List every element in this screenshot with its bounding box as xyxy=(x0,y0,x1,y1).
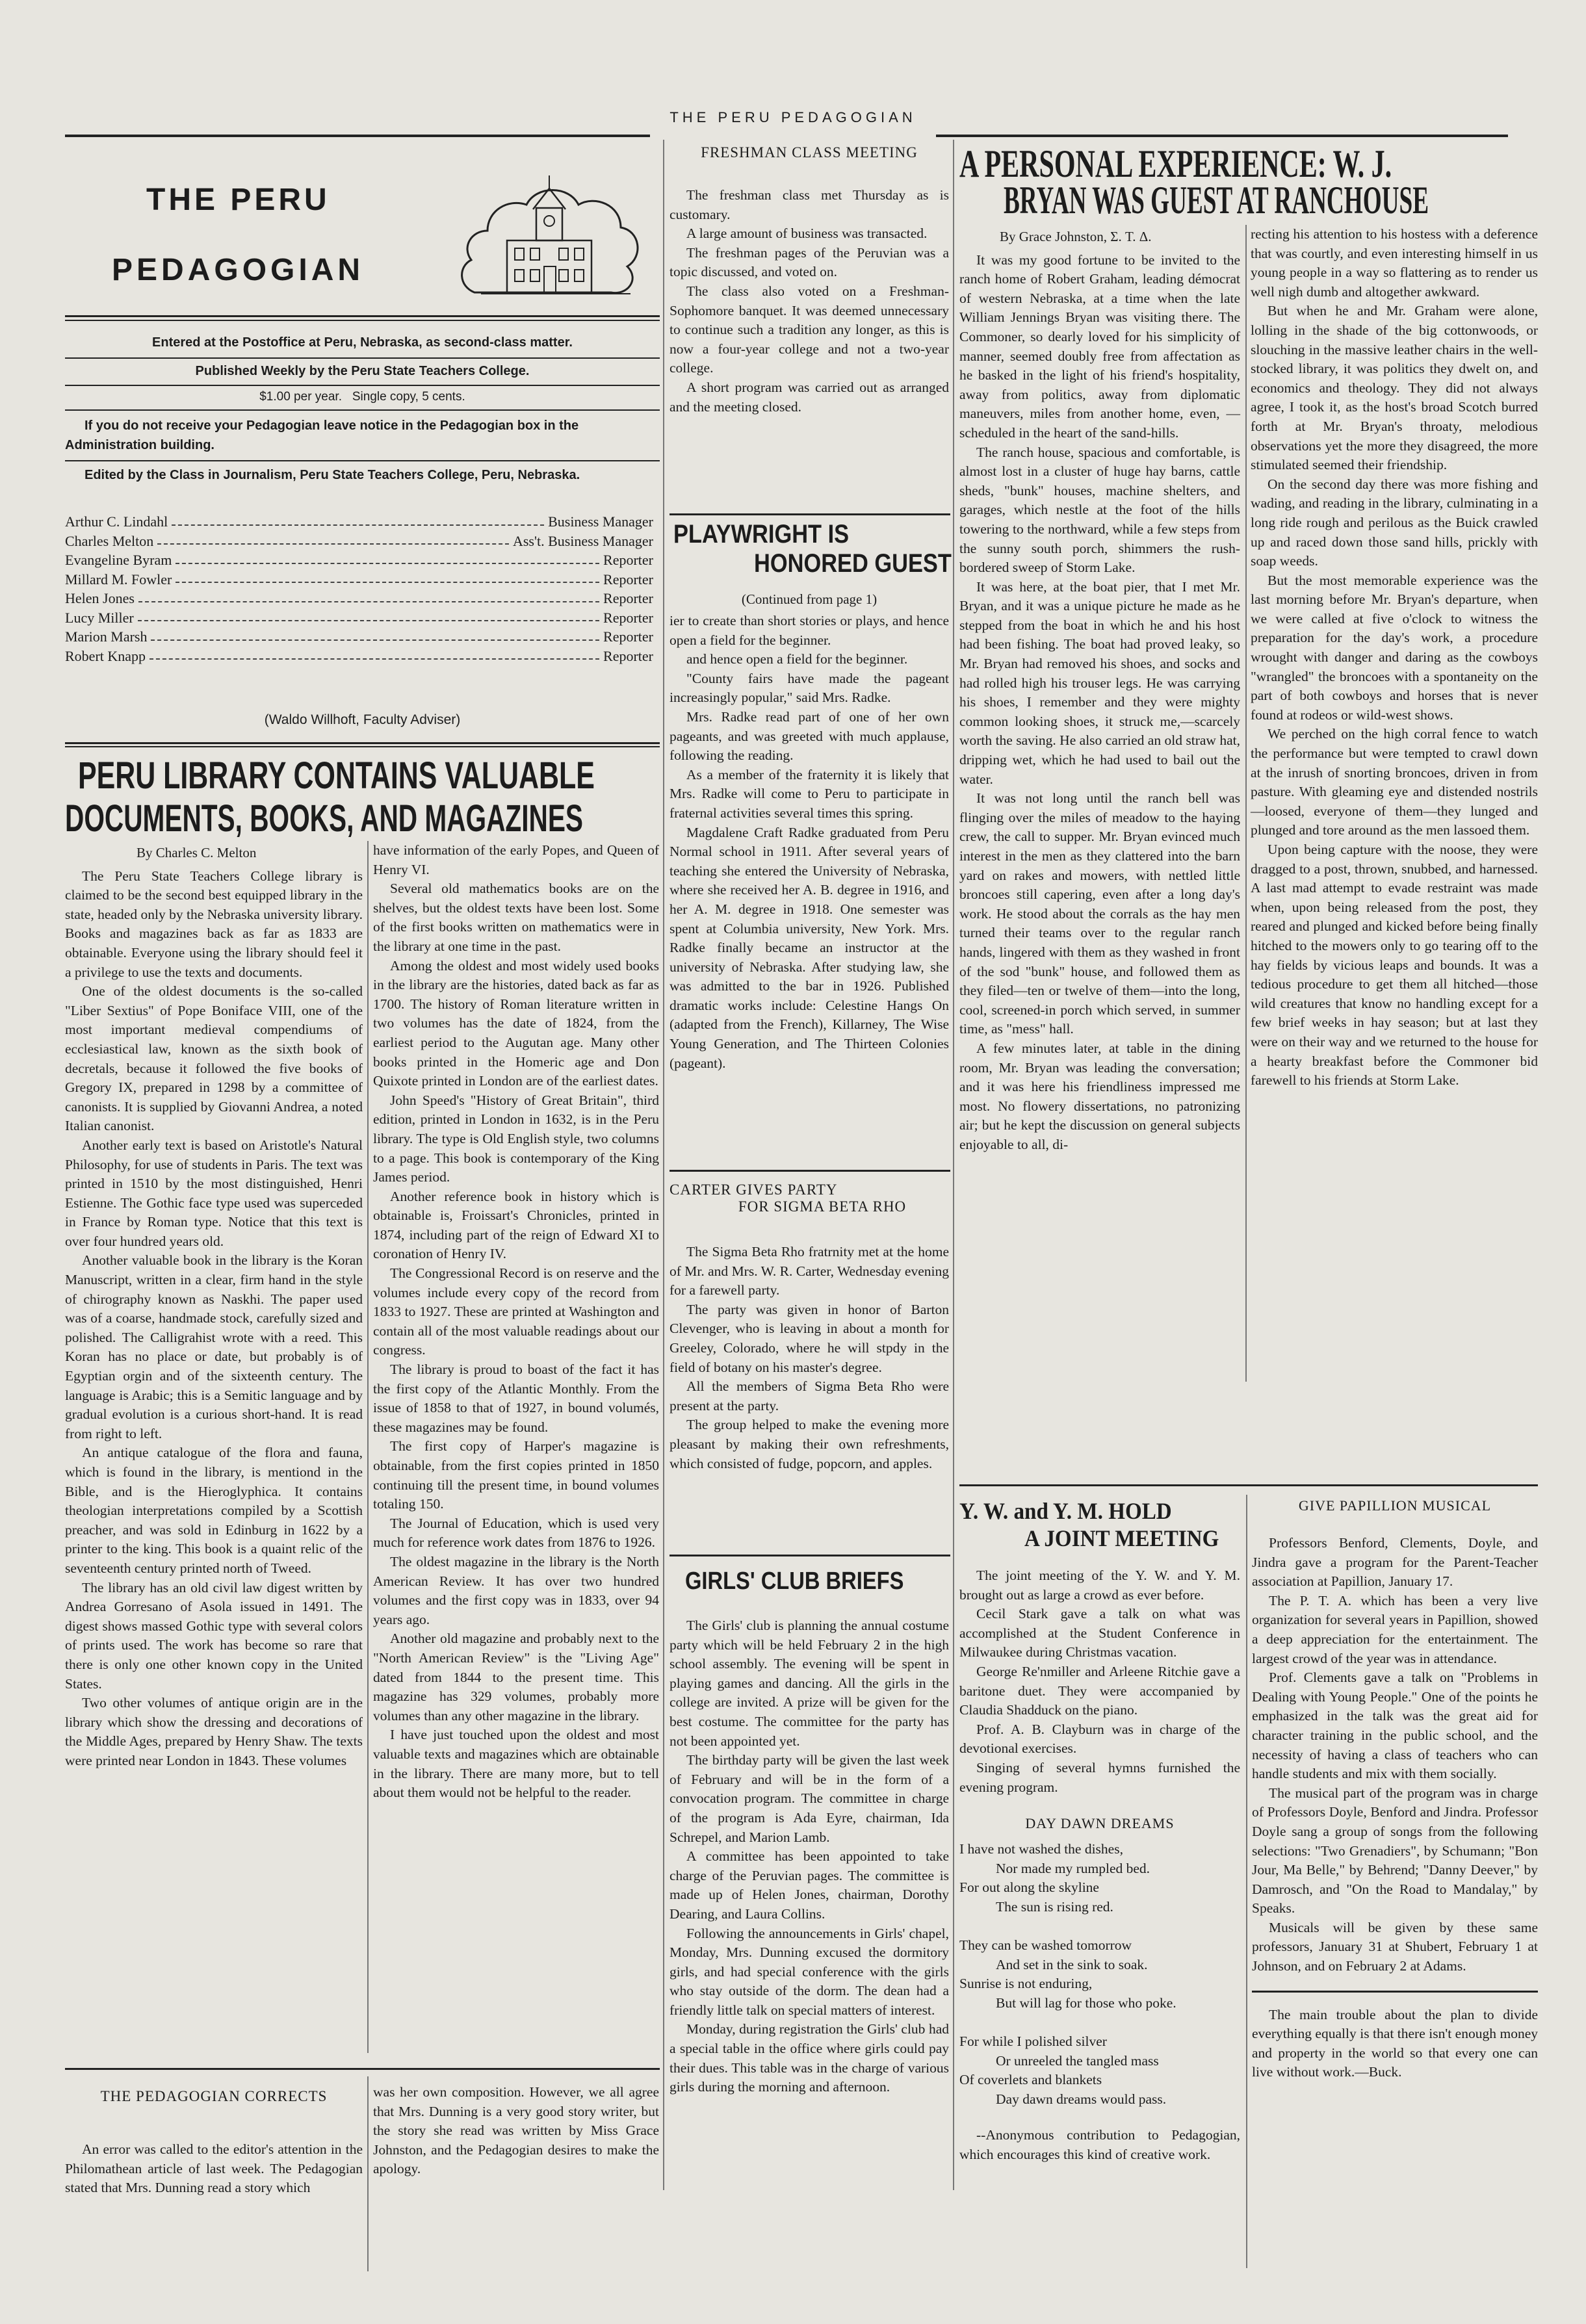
library-paragraph: The oldest magazine in the library is the North American Review. It has over two hundred volumes and the first copy was in 1833, over 94 years ago. xyxy=(373,1553,659,1627)
carter-headline-1: CARTER GIVES PARTY xyxy=(670,1181,838,1198)
yw-ym-headline-2: A JOINT MEETING xyxy=(1024,1525,1219,1551)
freshman-paragraph: A large amount of business was transacted. xyxy=(686,226,928,242)
library-paragraph: Another reference book in history which is obtainable is, Froissart's Chronicles, printed in 1874, including part of the reign of Edward XI to coronation of Henry IV. xyxy=(373,1188,659,1262)
masthead-bottom-rule xyxy=(65,742,660,744)
bryan-paragraph: It was my good fortune to be invited to the ranch home of Robert Graham, leading démocrat of western Nebraska, at a time when the late William Jennings Bryan was visiting there. The Commoner, so dearly loved for his simplicity of manner, seemed doubly free from affectation as he basked in the light of his friend's hospitality, away from politics, away from diplomatic maneuvers, miles from another home, even, —scheduled in the heart of the sand-hills. xyxy=(959,252,1240,441)
poem-line: But will lag for those who poke. xyxy=(996,1995,1176,2011)
library-paragraph: The first copy of Harper's magazine is obtainable, from the first copies printed in 1850 continuing till the present time, in bound volumes totaling 150. xyxy=(373,1438,659,1512)
poem-line: Or unreeled the tangled mass xyxy=(996,2052,1159,2069)
filler-quote: The main trouble about the plan to divide everything equally is that there isn't enough money and property in the world so that every one can live without work.—Buck. xyxy=(1252,2006,1538,2080)
column-divider-right xyxy=(953,140,954,2190)
bryan-paragraph: But the most memorable experience was the last morning before Mr. Bryan's departure, when we were called at five o'clock to witness the preparation for the day's work, a procedure wrought with danger and daring as the cowboys "wrangled" the broncoes with a spontaneity on the part of both cowboys and horses that is never found at rodeos or wild-west shows. xyxy=(1251,572,1538,723)
bryan-paragraph: It was here, at the boat pier, that I met Mr. Bryan, and it was a unique picture he made as he stepped from the boat in which he and his host had been fishing. The boat had proved leaky, so Mr. Bryan had removed his shoes, and socks and had rolled high his trouser legs. He was carrying his shoes, I remember and they were mighty common looking shoes, it struck me,—scarcely worth the saving. He also carried an old straw hat, dripping wet, which he had used to bail out the water. xyxy=(959,578,1240,787)
top-rule-right xyxy=(936,135,1508,137)
library-paragraph: Several old mathematics books are on the shelves, but the oldest texts have been lost. Some of the first books written on mathematics were in the library at one time in the past. xyxy=(373,881,659,954)
bryan-column-divider xyxy=(1245,225,1247,1382)
masthead-rule-4 xyxy=(65,385,660,386)
yw-ym-paragraph: Prof. A. B. Clayburn was in charge of the devotional exercises. xyxy=(959,1721,1240,1757)
leader-dots xyxy=(176,550,599,564)
papillion-paragraph: Musicals will be given by these same professors, January 31 at Shubert, February 1 at Johnson, and on February 2 at Adams. xyxy=(1252,1919,1538,1974)
filler-block xyxy=(1252,2006,1538,2082)
playwright-headline-1: PLAYWRIGHT IS xyxy=(673,520,850,549)
papillion-paragraph: The P. T. A. which has been a very live organization for several years in Papillion, showed a deep appreciation for the entertainment. The largest crowd of the year was in attendance. xyxy=(1252,1592,1538,1666)
library-paragraph: Another old magazine and probably next to the "North American Review" is the "Living Age" dated from 1844 to the present time. This magazine has 329 volumes, probably more volumes than any other magazine in the library. xyxy=(373,1631,659,1724)
girls-club-paragraph: Following the announcements in Girls' chapel, Monday, Mrs. Dunning excused the dormitory girls, and had special conference with the girls who stay outside of the dorm. The dean had a friendly little talk on special matters of interest. xyxy=(670,1925,949,2018)
bryan-byline: By Grace Johnston, Σ. T. Δ. xyxy=(1000,229,1152,244)
running-head: THE PERU PEDAGOGIAN xyxy=(670,109,916,125)
bryan-column-1 xyxy=(959,225,1240,1155)
masthead-bottom-rule-2 xyxy=(65,746,660,747)
library-paragraph: The library has an old civil law digest written by Andrea Gorresano of Asola issued in 1491. The digest shows massed Gothic type with several colors of prints used. The work has become so rare that there is only one other known copy in the United States. xyxy=(65,1579,363,1692)
leader-dots xyxy=(138,589,599,602)
delivery-notice: If you do not receive your Pedagogian leave notice in the Pedagogian box in the Administration building. xyxy=(65,419,579,452)
freshman-paragraph: The freshman pages of the Peruvian was a topic discussed, and voted on. xyxy=(670,244,949,280)
staff-row xyxy=(65,647,653,666)
playwright-continued: (Continued from page 1) xyxy=(741,591,878,607)
corrects-column-1 xyxy=(65,2140,363,2198)
bryan-paragraph: It was not long until the ranch bell was flinging over the miles of meadow to the haying crew, the call to supper. Mr. Bryan evinced much interest in the men as they clattered into the barn yard on rakes and mowers, with nettled little broncoes still capering, even after a long day's work. He stood about the corrals as the hay men turned their teams over to the regular ranch hands, lingered with them as they washed in front of the sod "bunk" house, and followed them as they filed—ten or twelve of them—into the long, cool, screened-in porch which served, in summer time, as "mess" hall. xyxy=(959,790,1240,1037)
library-column-divider xyxy=(367,841,369,2053)
freshman-article xyxy=(670,144,949,417)
library-paragraph: have information of the early Popes, and Queen of Henry VI. xyxy=(373,842,659,877)
girls-club-article xyxy=(670,1568,949,2097)
playwright-body xyxy=(670,612,949,1073)
carter-bottom-rule xyxy=(670,1555,950,1556)
yw-ym-body xyxy=(959,1566,1240,1797)
library-paragraph: The Congressional Record is on reserve and the volumes include every copy of the record from 1833 to 1927. These are printed at Washington and contain all of the most valuable readings about our congress. xyxy=(373,1265,659,1358)
leader-dots xyxy=(150,647,599,660)
poem-line: Day dawn dreams would pass. xyxy=(996,2091,1167,2107)
corrects-headline: THE PEDAGOGIAN CORRECTS xyxy=(100,2088,328,2104)
playwright-paragraph: Magdalene Craft Radke graduated from Peru Normal school in 1911. After several years of teaching she entered the University of Nebraska, where she received her A. B. degree in 1916, and her A. M. degree in 1918. One semester was spent at Columbia university, New York. Mrs. Radke finally became an instructor at the university of Nebraska. After studying law, she was admitted to the bar in 1926. Published dramatic works include: Celestine Hangs On (adapted from the French), Killarney, The Wise Young Generation, and The Thirteen Colonies (pageant). xyxy=(670,824,949,1071)
staff-role: Business Manager xyxy=(548,513,653,530)
masthead-rule-1 xyxy=(65,315,660,317)
poem-line: For while I polished silver xyxy=(959,2034,1107,2050)
corrects-paragraph-2: was her own composition. However, we all agree that Mrs. Dunning is a very good story writer, but the story she read was written by Miss Grace Johnston, and the Pedagogian desires to make the apology. xyxy=(373,2084,659,2177)
library-paragraph: An antique catalogue of the flora and fauna, which is found in the library, is mentiond in the Bible, and is the Hieroglyphica. It contains theologian interpretations compiled by a Scottish preacher, and was sold in Edinburg in 1622 by a printer to the king. This book is a quaint relic of the seventeenth century printed north of Tweed. xyxy=(65,1445,363,1576)
library-byline: By Charles C. Melton xyxy=(136,845,257,860)
bryan-paragraph: The ranch house, spacious and comfortable, is almost lost in a cluster of huge hay barns, cattle sheds, "bunk" houses, machine shelters, and garages, which nestle at the foot of the hills towering to the northward, while a few steps from the sunny south porch, shimmers the rush-bordered sweep of Storm Lake. xyxy=(959,444,1240,576)
masthead xyxy=(65,143,660,734)
staff-row xyxy=(65,627,653,647)
poem-line: They can be washed tomorrow xyxy=(959,1937,1132,1954)
poem-credit-block xyxy=(959,2126,1240,2164)
poem-line: And set in the sink to soak. xyxy=(996,1956,1148,1972)
papillion-headline: GIVE PAPILLION MUSICAL xyxy=(1298,1497,1492,1514)
bryan-paragraph: recting his attention to his hostess with a deference that was courtly, and even interesting himself in us young people in a way so flattering as to render us well nigh dumb and altogether awkward. xyxy=(1251,226,1538,300)
playwright-paragraph: ier to create than short stories or plays, and hence open a field for the beginner. xyxy=(670,613,949,648)
yw-ym-paragraph: Singing of several hymns furnished the evening program. xyxy=(959,1759,1240,1795)
staff-name: Arthur C. Lindahl xyxy=(65,513,168,530)
playwright-paragraph: Mrs. Radke read part of one of her own pageants, and was greeted with much applause, following the reading. xyxy=(670,708,949,764)
carter-article xyxy=(670,1181,949,1473)
carter-paragraph: All the members of Sigma Beta Rho were present at the party. xyxy=(670,1378,949,1414)
library-paragraph: One of the oldest documents is the so-called "Liber Sextius" of Pope Boniface VIII, one of the most important medieval compendiums of ecclesiastical law, known as the sixth book of decretals, because it followed the five books of Gregory IX, prepared in 1298 by a committee of canonists. It is supplied by Giovanni Andrea, a noted Italian canonist. xyxy=(65,983,363,1134)
poem-line: Nor made my rumpled bed. xyxy=(996,1860,1150,1876)
library-paragraph: Among the oldest and most widely used books in the library are the histories, dated back as far as 1700. The history of Roman literature written in two volumes has the date of 1824, from the earliest period to the Augutan age. Many other books printed in the Homeric age and Don Quixote printed in London are of the earliest dates. xyxy=(373,957,659,1089)
library-headline-1: PERU LIBRARY CONTAINS VALUABLE xyxy=(78,755,595,797)
poem-line: Sunrise is not enduring, xyxy=(959,1976,1093,1992)
carter-paragraph: The party was given in honor of Barton Clevenger, who is leaving in about a month for Greeley, Colorado, where he will stpdy in the field of botany on his master's degree. xyxy=(670,1301,949,1375)
staff-name: Millard M. Fowler xyxy=(65,571,172,587)
papillion-body xyxy=(1252,1534,1538,1976)
staff-role: Reporter xyxy=(603,628,653,645)
staff-name: Evangeline Byram xyxy=(65,552,172,568)
bryan-paragraph: We perched on the high corral fence to watch the performance but were tempted to crawl down at the inrush of snorting broncoes, driven in from pasture. With gleaming eye and distended nostrils—loosed, everyone of them—they lunged and plunged and tore around as the men lassoed them. xyxy=(1251,726,1538,838)
library-paragraph: I have just touched upon the oldest and most valuable texts and magazines which are obtainable in the library. There are many more, but to tell about them would not be helpful to the reader. xyxy=(373,1727,659,1801)
yw-ym-paragraph: Cecil Stark gave a talk on what was accomplished at the Student Conference in Milwaukee during Christmas vacation. xyxy=(959,1606,1240,1660)
corrects-column-2 xyxy=(373,2083,659,2179)
freshman-body xyxy=(670,186,949,417)
staff-role: Reporter xyxy=(603,609,653,626)
leader-dots xyxy=(151,627,599,641)
staff-list xyxy=(65,512,653,665)
staff-role: Reporter xyxy=(603,590,653,606)
poem-title: DAY DAWN DREAMS xyxy=(1025,1815,1175,1832)
staff-row xyxy=(65,550,653,570)
papillion-paragraph: Professors Benford, Clements, Doyle, and Jindra gave a program for the Parent-Teacher association at Papillion, January 17. xyxy=(1252,1535,1538,1590)
masthead-title-line2: PEDAGOGIAN xyxy=(112,253,365,287)
subscription-price: $1.00 per year. Single copy, 5 cents. xyxy=(259,390,465,404)
library-column-2 xyxy=(373,841,659,1803)
playwright-paragraph: "County fairs have made the pageant increasingly popular," said Mrs. Radke. xyxy=(670,670,949,706)
leader-dots xyxy=(138,608,599,622)
girls-club-paragraph: The birthday party will be given the last week of February and will be in the form of a convocation program. The committee in charge of the program is Ada Eyre, chairman, Ida Schrepel, and Marion Lamb. xyxy=(670,1752,949,1845)
corrects-paragraph-1: An error was called to the editor's attention in the Philomathean article of last week. The Pedagogian stated that Mrs. Dunning read a story which xyxy=(65,2141,363,2196)
poem-line: I have not washed the dishes, xyxy=(959,1841,1123,1857)
carter-headline-2: FOR SIGMA BETA RHO xyxy=(738,1198,907,1215)
girls-club-paragraph: Monday, during registration the Girls' club had a special table in the office where girls could pay their dues. This table was in the charge of various girls during the morning and afternoon. xyxy=(670,2021,949,2095)
corrects-divider xyxy=(367,2076,369,2271)
yw-ym-headline-1: Y. W. and Y. M. HOLD xyxy=(959,1498,1172,1524)
freshman-paragraph: The class also voted on a Freshman-Sophomore banquet. It was deemed unnecessary to continue such a tradition any longer, as this is now a four-year college and not a two-year college. xyxy=(670,283,949,376)
staff-name: Lucy Miller xyxy=(65,609,134,626)
library-paragraph: John Speed's "History of Great Britain", third edition, printed in London in 1632, is in the Peru library. The type is Old English style, two columns to a page. This book is contemporary of the King James period. xyxy=(373,1092,659,1185)
staff-name: Robert Knapp xyxy=(65,647,146,664)
staff-role: Reporter xyxy=(603,571,653,587)
staff-row xyxy=(65,570,653,589)
papillion-paragraph: The musical part of the program was in charge of Professors Doyle, Benford and Jindra. Professor Doyle sang a group of songs from the following selections: "Two Grenadiers", by Schumann; "Bon Jour, Ma Belle," by Behrend; "Danny Deever," by Damrosch, and "On the Road to Mandalay," by Speaks. xyxy=(1252,1785,1538,1917)
poem-body xyxy=(959,1840,1240,2109)
carter-paragraph: The Sigma Beta Rho fratrnity met at the home of Mr. and Mrs. W. R. Carter, Wednesday evening for a farewell party. xyxy=(670,1244,949,1298)
poem-credit: --Anonymous contribution to Pedagogian, which encourages this kind of creative work. xyxy=(959,2127,1240,2163)
staff-role: Ass't. Business Manager xyxy=(512,532,653,549)
library-paragraph: Two other volumes of antique origin are in the library which show the dressing and decorations of the Middle Ages, prepared by Henry Shaw. The texts were printed near London in 1843. These volumes xyxy=(65,1695,363,1768)
poem-line: For out along the skyline xyxy=(959,1879,1099,1896)
faculty-adviser: (Waldo Willhoft, Faculty Adviser) xyxy=(264,712,461,727)
library-headline-2: DOCUMENTS, BOOKS, AND MAGAZINES xyxy=(65,797,583,840)
bryan-paragraph: Upon being capture with the noose, they were dragged to a post, thrown, snubbed, and harnessed. A last mad attempt to evade restraint was made when, upon being released from the post, they reared and plunged and kicked before being finally hitched to the mowers only to go tearing off to the hay fields by vicious leaps and bounds. It was a tedious procedure to get them all hitched—those wild creatures that know no handling except for a few brief weeks in hay season; but at last they were on their way and we returned to the house for a hearty breakfast before the Commoner bid farewell to his friends at Storm Lake. xyxy=(1251,842,1538,1089)
library-paragraph: The library is proud to boast of the fact it has the first copy of the Atlantic Monthly. From the issue of 1858 to that of 1927, in bound volumés, these magazines may be found. xyxy=(373,1362,659,1435)
playwright-headline-2: HONORED GUEST xyxy=(754,549,952,578)
staff-name: Charles Melton xyxy=(65,532,154,549)
bryan-headline-1: A PERSONAL EXPERIENCE: W. J. xyxy=(959,142,1392,185)
bryan-paragraph: But when he and Mr. Graham were alone, lolling in the shade of the big cottonwoods, or slouching in the massive leather chairs in the well-stocked library, it was politics they dwelt on, and economics and theology. They did not always agree, I took it, as the host's broad Scotch burred forth at Mr. Bryan's throaty, melodious observations yet the more they disagreed, the more stimulated seemed their friendship. xyxy=(1251,303,1538,473)
poem-line xyxy=(959,1917,1240,1937)
bryan-column-2 xyxy=(1251,225,1538,1091)
playwright-paragraph: and hence open a field for the beginner. xyxy=(686,651,908,667)
leader-dots xyxy=(176,570,599,584)
staff-name: Helen Jones xyxy=(65,590,135,606)
freshman-bottom-rule xyxy=(670,513,950,515)
freshman-paragraph: A short program was carried out as arranged and the meeting closed. xyxy=(670,379,949,415)
papillion-article xyxy=(1252,1497,1538,2082)
staff-row xyxy=(65,532,653,551)
library-paragraph: Another early text is based on Aristotle's Natural Philosophy, for use of students in Paris. The text was printed in 1510 by the most distinguished, Henri Estienne. The Gothic face type used was superceded in France by Roman type. Notice that this text is over four hundred years old. xyxy=(65,1137,363,1249)
masthead-title-line1: THE PERU xyxy=(146,183,330,217)
yw-ym-paragraph: George Re'nmiller and Arleene Ritchie gave a baritone duet. They were accompanied by Claudia Shadduck on the piano. xyxy=(959,1663,1240,1718)
bryan-paragraph: A few minutes later, at table in the dining room, Mr. Bryan was leading the conversation; and it was here his friendliness impressed me most. No flowery dissertations, no patronizing air; but he kept the discussion on general subjects enjoyable to all, di- xyxy=(959,1040,1240,1152)
library-paragraph: Another valuable book in the library is the Koran Manuscript, written in a clear, firm hand in the style of chirography known as Naskhi. The paper used was of a coarse, handmade stock, carefully sized and polished. The Calligrahist wrote with a reed. This Koran has no place or date, but probably is of Egyptian orgin and of the sixteenth century. The language is Arabic; this is a Semitic language and by gradual evolution is a curious short-hand. It is read from right to left. xyxy=(65,1252,363,1441)
papillion-paragraph: Prof. Clements gave a talk on "Problems in Dealing with Young People." One of the points he emphasized in the talk was the great aid for character training in the public school, and the necessity of having a class of teachers who can handle students and mix with them socially. xyxy=(1252,1670,1538,1782)
staff-role: Reporter xyxy=(603,552,653,568)
yw-ym-paragraph: The joint meeting of the Y. W. and Y. M. brought out as large a crowd as ever before. xyxy=(959,1568,1240,1603)
playwright-bottom-rule xyxy=(670,1170,950,1172)
bryan-bottom-rule xyxy=(959,1484,1538,1486)
bryan-headline-2: BRYAN WAS GUEST AT RANCHOUSE xyxy=(1004,179,1429,222)
bryan-paragraph: On the second day there was more fishing and wading, and reading in the library, culminating in a long ride rough and perilous as the Buick crawled up and raced down those sand hills, prickly with soap weeds. xyxy=(1251,476,1538,569)
staff-role: Reporter xyxy=(603,647,653,664)
edited-by: Edited by the Class in Journalism, Peru State Teachers College, Peru, Nebraska. xyxy=(84,468,580,482)
library-column-1 xyxy=(65,841,363,1771)
girls-club-headline: GIRLS' CLUB BRIEFS xyxy=(685,1568,904,1595)
girls-club-body xyxy=(670,1616,949,2097)
leader-dots xyxy=(157,532,509,545)
poem-line xyxy=(959,2013,1240,2032)
bryan-article xyxy=(959,142,1538,1493)
carter-body xyxy=(670,1243,949,1473)
poem-line: Of coverlets and blankets xyxy=(959,2072,1102,2088)
library-bottom-rule xyxy=(65,2068,660,2070)
published-line: Published Weekly by the Peru State Teachers College. xyxy=(195,364,530,378)
girls-club-paragraph: A committee has been appointed to take charge of the Peruvian pages. The committee is made up of Helen Jones, chairman, Dorothy Dearing, and Laura Collins. xyxy=(670,1848,949,1922)
poem-line: The sun is rising red. xyxy=(996,1898,1113,1915)
corrects-article xyxy=(65,2076,660,2291)
playwright-paragraph: As a member of the fraternity it is likely that Mrs. Radke will come to Peru to participate in fraternal activities several times this spring. xyxy=(670,766,949,821)
masthead-rule-6 xyxy=(65,460,660,461)
staff-row xyxy=(65,512,653,532)
freshman-paragraph: The freshman class met Thursday as is customary. xyxy=(670,187,949,222)
staff-row xyxy=(65,608,653,628)
masthead-rule-5 xyxy=(65,409,660,411)
library-paragraph: The Journal of Education, which is used very much for reference work dates from 1876 to 1926. xyxy=(373,1515,659,1551)
staff-row xyxy=(65,589,653,608)
leader-dots xyxy=(172,512,544,526)
playwright-article xyxy=(670,520,952,1073)
library-paragraph: The Peru State Teachers College library is claimed to be the second best equipped library in the state, headed only by the Nebraska university library. Books and magazines back as far as 1833 are obtainable. Everyone using the library should feel it a privilege to use the texts and documents. xyxy=(65,868,363,980)
yw-ym-article xyxy=(959,1497,1240,2165)
carter-paragraph: The group helped to make the evening more pleasant by making their own refreshments, which consisted of fudge, popcorn, and apples. xyxy=(670,1417,949,1471)
papillion-bottom-rule xyxy=(1252,1991,1538,1993)
column-divider-far-right xyxy=(1246,1495,1247,2268)
library-article xyxy=(65,754,660,2080)
masthead-rule-3 xyxy=(65,357,660,359)
postoffice-entry: Entered at the Postoffice at Peru, Nebraska, as second-class matter. xyxy=(152,335,573,350)
girls-club-paragraph: The Girls' club is planning the annual costume party which will be held February 2 in the high school assembly. The evening will be spent in playing games and dancing. All the girls in the college are invited. A prize will be given for the best costume. The committee for the party has not been appointed yet. xyxy=(670,1618,949,1749)
college-building-illustration xyxy=(455,169,644,299)
freshman-headline: FRESHMAN CLASS MEETING xyxy=(701,144,918,161)
staff-name: Marion Marsh xyxy=(65,628,148,645)
masthead-rule-2 xyxy=(65,320,660,321)
column-divider-main xyxy=(663,140,664,2190)
top-rule-left xyxy=(65,135,650,137)
